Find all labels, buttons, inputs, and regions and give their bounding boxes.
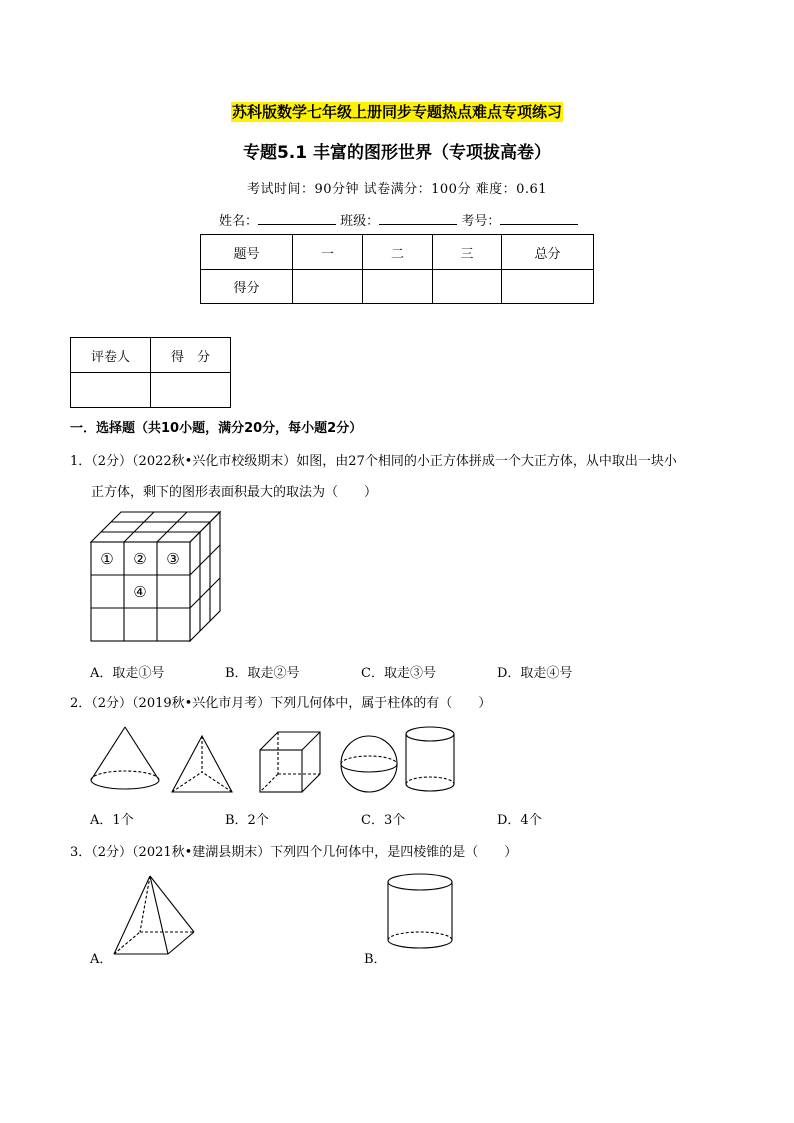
q1-option-a[interactable]: A．取走①号 [90, 666, 165, 681]
section-heading: 一．选择题（共10小题，满分20分，每小题2分） [70, 421, 363, 436]
question-2-line-1: 2．（2分）（2019秋•兴化市月考）下列几何体中，属于柱体的有（ ） [70, 696, 492, 711]
grader-table [70, 337, 231, 408]
question-1-line-2: 正方体，剩下的图形表面积最大的取法为（ ） [91, 485, 378, 500]
name-blank[interactable] [258, 211, 336, 225]
student-info-line [219, 210, 578, 229]
score-header-cell: 一 [293, 235, 363, 270]
series-title [0, 101, 794, 122]
score-cell[interactable] [363, 270, 433, 304]
score-header-cell: 总分 [502, 235, 594, 270]
score-header-cell: 二 [363, 235, 433, 270]
triangular-pyramid-shape [172, 736, 232, 792]
solids-figure [85, 722, 470, 802]
score-row-label: 得分 [201, 270, 293, 304]
square-pyramid-figure [108, 870, 200, 960]
q1-option-d[interactable]: D．取走④号 [497, 666, 573, 681]
cylinder-shape [406, 727, 454, 791]
grader-cell[interactable] [151, 373, 231, 408]
page-title: 专题5.1 丰富的图形世界（专项拔高卷） [242, 143, 552, 163]
q2-option-b[interactable]: B．2个 [225, 813, 269, 828]
cube-label-1: ① [100, 550, 114, 568]
cube-figure [85, 505, 230, 650]
q1-option-b[interactable]: B．取走②号 [225, 666, 300, 681]
number-label: 考号： [461, 214, 501, 229]
q1-option-c[interactable]: C．取走③号 [361, 666, 436, 681]
sphere-shape [341, 736, 397, 792]
grader-cell[interactable] [71, 373, 151, 408]
class-label: 班级： [340, 214, 380, 229]
cube-label-2: ② [133, 550, 147, 568]
exam-info: 考试时间：90分钟 试卷满分：100分 难度：0.61 [246, 182, 548, 197]
number-blank[interactable] [500, 211, 578, 225]
score-header-cell: 三 [433, 235, 502, 270]
q3-option-a[interactable]: A． [90, 952, 113, 967]
series-title-text: 苏科版数学七年级上册同步专题热点难点专项练习 [231, 103, 562, 121]
score-header-cell: 题号 [201, 235, 293, 270]
name-label: 姓名： [219, 214, 259, 229]
class-blank[interactable] [379, 211, 457, 225]
cone-shape [91, 727, 159, 789]
q3-option-b[interactable]: B． [364, 952, 387, 967]
score-cell[interactable] [502, 270, 594, 304]
q2-option-d[interactable]: D．4个 [497, 813, 542, 828]
cube-shape [260, 732, 320, 792]
q2-option-c[interactable]: C．3个 [361, 813, 406, 828]
cube-label-4: ④ [133, 583, 147, 601]
question-1-line-1: 1．（2分）（2022秋•兴化市校级期末）如图，由27个相同的小正方体拼成一个大正方体，从中取出一块小 [70, 454, 677, 469]
cube-label-3: ③ [166, 550, 180, 568]
score-table [200, 234, 594, 304]
grader-score-label: 得 分 [151, 338, 231, 373]
score-cell[interactable] [293, 270, 363, 304]
q2-option-a[interactable]: A．1个 [90, 813, 134, 828]
question-3-line-1: 3．（2分）（2021秋•建湖县期末）下列四个几何体中，是四棱锥的是（ ） [70, 845, 518, 860]
cylinder-figure [384, 872, 459, 952]
score-cell[interactable] [433, 270, 502, 304]
grader-label: 评卷人 [71, 338, 151, 373]
